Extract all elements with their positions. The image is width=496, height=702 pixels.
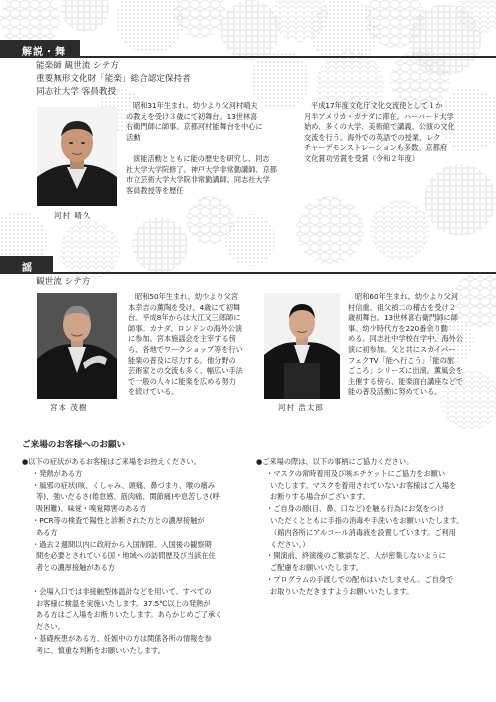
caption-kawamura-haruhisa: 河村 晴久: [54, 211, 92, 220]
bio-line: ら、各地でワークショップ等を行い: [128, 344, 243, 354]
notice-item: 間を必要とされている国・地域への訪問歴及び当該在住: [36, 551, 216, 561]
notice-item: お取りいただきますようお願いいたします。: [270, 586, 414, 596]
notice-item: ・ご自身の顔(目、鼻、口など)を触る行為にお気をつけ: [266, 504, 445, 514]
bio-line: チャーデモンストレーションも多数。京都府: [304, 143, 448, 153]
bio-line: 本幸吉の薫陶を受け、4歳にて初舞: [128, 302, 241, 312]
bio-line: 演に初参加。父と共にスカイパー: [348, 344, 456, 354]
bio-line: 主催する傍ら、能楽面白講座などで: [348, 376, 464, 386]
bio-line: 昭和31年生まれ。幼少より父河村晴夫: [133, 101, 258, 110]
bio-line: 村信重、祖父禎二の稽古を受け２: [348, 302, 456, 312]
notice-heading: ●以下の症状があるお客様はご来場をお控えください。: [22, 457, 201, 466]
bio-line: 演能活動とともに能の歴史を研究し、同志: [133, 153, 270, 163]
portrait-miyamoto-shigeki: [37, 293, 117, 399]
bio-miyamoto-shigeki: [128, 292, 256, 398]
performer-school: 観世流 シテ方: [36, 277, 91, 287]
notice-item: （館内各所にアルコール消毒液を設置しています。ご利用: [270, 527, 456, 537]
notice-item: ・発熱がある方: [32, 468, 83, 478]
bio-line: を続けている。: [128, 387, 179, 397]
notice-item: ある方: [36, 527, 58, 537]
notice-title: ご来場のお客様へのお願い: [22, 440, 126, 450]
caption-kawamura-kotaro: 河村 浩太郎: [278, 403, 324, 412]
bio-line: める。同志社中学校在学中、海外公: [348, 334, 464, 344]
notice-item: ・過去２週間以内に政府から入国制限、入国後の観察期: [32, 539, 212, 549]
bio-line: の教えを受け３歳にて初舞台。13世林喜: [126, 111, 258, 121]
notice-item: ・風邪の症状(咳、くしゃみ、頭痛、鼻づまり、喉の痛み: [32, 480, 215, 490]
notice-item: ださい。: [36, 622, 65, 632]
bio-line: 歳初舞台。13世林喜右衛門師に師: [348, 313, 458, 323]
performer-title-line-3: 同志社大学 客員教授: [36, 87, 117, 97]
bio-line: 事。幼少時代方を220番余り勤: [348, 323, 448, 333]
section-header-kaisetsu: [0, 40, 496, 58]
notice-item: ・開演前、終演後のご歓談など、人が密集しないように: [266, 551, 446, 561]
section-title: 謡: [0, 256, 53, 274]
notice-item: ・会場入口では非接触型体温計などを用いて、すべての: [32, 586, 212, 596]
bio-line: 平成17年度文化庁文化交流使として１か: [311, 101, 443, 110]
bio-line: 月半アメリカ・カナダに滞在。ハーバード大学: [304, 111, 454, 121]
notice-item: ある方はご入場をお断りいたします。あらかじめご了承く: [36, 610, 223, 620]
bio-line: 能の普及活動に努めている。: [348, 387, 442, 397]
bio-line: 台。平成8年からは大江又三郎師に: [128, 313, 241, 323]
notice-item: 等)、強いだるさ(倦怠感、筋肉痛、関節痛)や息苦しさ(呼: [36, 492, 220, 502]
performer-title-line-2: 重要無形文化財「能楽」総合認定保持者: [36, 74, 191, 84]
caption-miyamoto-shigeki: 宮本 茂樹: [50, 403, 88, 412]
bio-line: 交流を行う。海外での英語での授業、レク: [304, 132, 441, 142]
notice-item: 者との濃厚接触がある方: [36, 563, 116, 573]
notice-item: [22, 574, 254, 586]
section-title: 解説・舞: [0, 40, 80, 58]
portrait-kawamura-kotaro: [264, 293, 340, 399]
bio-line: 能楽の普及に尽力する。他分野の: [128, 355, 236, 365]
bio-line: に参加。宮本施謡会を主宰する傍: [128, 334, 236, 344]
notice-left-column: [22, 456, 254, 657]
notice-heading: ●ご来場の際は、以下の事柄にご協力ください。: [256, 457, 414, 466]
notice-item: 考に、慎重な判断をお願いいたします。: [36, 645, 165, 655]
bio-line: 芸術家との交流も多く、幅広い手法: [128, 366, 243, 376]
notice-item: いたします。マスクを着用されていないお客様はご入場を: [270, 480, 457, 490]
bio-kawamura-haruhisa-a: [126, 101, 292, 196]
bio-line: で一般の人々に能楽を広める努力: [128, 376, 236, 386]
bio-line: 社大学大学院修了。神戸大学非常勤講師、京都: [126, 164, 277, 174]
portrait-kawamura-haruhisa: [37, 107, 117, 206]
bio-line: 昭和50年生まれ。幼少より父宮: [135, 292, 239, 301]
notice-right-column: [256, 456, 482, 598]
bio-line: 客員教授等を歴任: [126, 185, 184, 195]
notice-item: いただくとともに手指の消毒や手洗いをお願いいたします。: [270, 515, 464, 525]
bio-line: ごころ」シリーズに出演。薫風会を: [348, 366, 463, 376]
notice-item: お客様に検温を実施いたします。37.5℃以上の発熱が: [36, 598, 211, 608]
bio-line: [126, 143, 292, 154]
bio-line: 昭和60年生まれ。幼少より父河: [355, 292, 459, 301]
bio-line: フェクTV「能へ行こう」「能の旅: [348, 355, 454, 365]
bio-line: 右衛門師に師事。京都河村能舞台を中心に: [126, 122, 263, 132]
bio-line: 市立芸術大学大学院非常勤講師、同志社大学: [126, 175, 270, 185]
bio-kawamura-haruhisa-b: [304, 101, 480, 165]
notice-item: ・基礎疾患がある方、妊娠中の方は関係各所の情報を参: [32, 633, 212, 643]
bio-line: 始め、多くの大学、美術館で講義、公演の文化: [304, 122, 455, 132]
bio-line: 文化賞功労賞を受賞（令和２年度）: [304, 153, 420, 163]
notice-item: ください。）: [270, 539, 310, 549]
notice-item: ・プログラムの手渡しでの配布はいたしません。ご自身で: [266, 574, 454, 584]
notice-item: ご配慮をお願いいたします。: [270, 563, 363, 573]
section-header-utai: [0, 256, 496, 274]
performer-title-line-1: 能楽師 観世流 シテ方: [36, 61, 119, 71]
notice-item: お断りする場合がございます。: [270, 492, 371, 502]
bio-line: 師事。カナダ、ロンドンの海外公演: [128, 323, 243, 333]
notice-item: ・PCR等の検査で陽性と診断された方との濃厚接触が: [32, 515, 205, 525]
bio-kawamura-kotaro: [348, 292, 480, 398]
notice-item: ・マスクの常時着用及び咳エチケットにご協力をお願い: [266, 468, 446, 478]
notice-item: 吸困難)、味覚・嗅覚障害のある方: [36, 504, 147, 514]
bio-line: 活動: [126, 132, 141, 142]
